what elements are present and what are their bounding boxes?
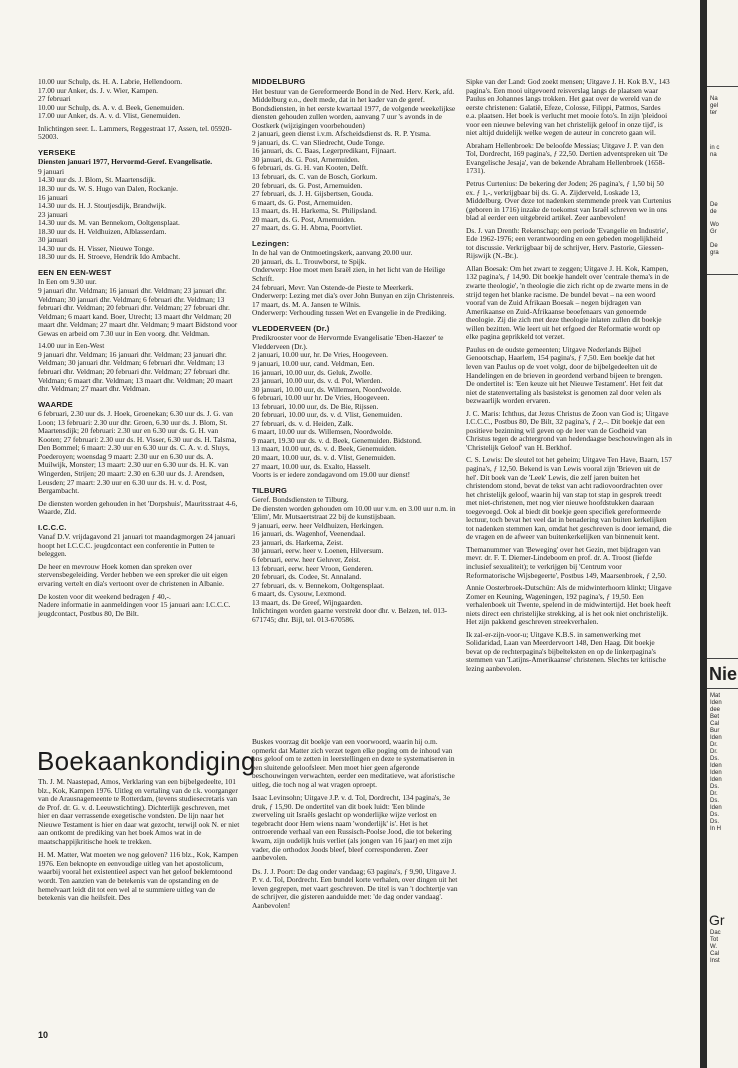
text-fragment: Dr. bbox=[710, 742, 718, 748]
schedule-line: 18.30 uur ds. H. Stroeve, Hendrik Ido Ambacht. bbox=[38, 252, 181, 262]
schedule-line: 18.30 uur ds. W. S. Hugo van Dalen, Rockanje. bbox=[38, 184, 178, 194]
schedule-line: 17.00 uur Anker, ds. A. v. d. Vlist, Genemuiden. bbox=[38, 111, 181, 121]
text-fragment: Ds. bbox=[710, 819, 719, 825]
text-fragment: in c bbox=[710, 145, 720, 151]
schedule-line: 30 januari, eerw. heer v. Loenen, Hilversum. bbox=[252, 546, 384, 556]
section-heading-iccc: I.C.C.C. bbox=[38, 522, 67, 532]
adjacent-page-edge bbox=[707, 0, 738, 1068]
schedule-line: 6 maart, ds. G. Post, Arnemuiden. bbox=[252, 197, 353, 207]
lower-column-2 bbox=[252, 738, 458, 915]
schedule-line: 27 maart, 10.00 uur, ds. Exalto, Hasselt. bbox=[252, 461, 371, 471]
book-title-line: Paulus en de oudste gemeenten; Uitgave Nederlands Bijbel Genootschap, Haarlem, 154 pagina's, ƒ 7,50. bbox=[466, 344, 642, 363]
een-west-paragraph bbox=[38, 342, 238, 393]
lezingen-intro: In de hal van de Ontmoetingskerk, aanvang 20.00 uur. bbox=[252, 248, 413, 258]
lower-column-1 bbox=[38, 778, 242, 908]
book-review bbox=[38, 851, 242, 902]
text-fragment: W. bbox=[710, 944, 717, 950]
een-paragraph bbox=[38, 278, 238, 338]
book-review-text: Dit boekje handelt over 'centrale thema's in de zwarte theologie', 'n theologie die zich richt op de zwarte mens in de strijd tegen het blanke racisme. De bundel bevat – na een woord vooraf van de Zuid Afrikaan Boesak – negen bijdragen van Amerikaanse en Zuid-Afrikaanse beoefenaars van genoemde theologie. Zij die zich met deze theologie inlaten zullen dit boekje willen bezitten. Wie leert uit het erfgoed der Reformatie wordt op elke pagina geprikkeld tot verzet. bbox=[466, 272, 670, 342]
schedule-line: 9 januari, 10.00 uur, cand. Veldman, Een. bbox=[252, 358, 375, 368]
column-1 bbox=[38, 78, 238, 622]
waarde-location: De diensten worden gehouden in het 'Dorpshuis', Mauritsstraat 4-6, Waarde, Zld. bbox=[38, 498, 238, 517]
book-title-line: C. S. Lewis: De sleutel tot het geheim; Uitgave Ten Have, Baarn, 157 pagina's, ƒ 12,50. bbox=[466, 455, 672, 473]
schedule-line: 30 januari bbox=[38, 235, 68, 245]
section-heading-een: EEN EN EEN-WEST bbox=[38, 267, 112, 277]
book-review bbox=[252, 868, 458, 911]
schedule-line: 14.30 uur ds. M. van Bennekom, Ooltgensplaat. bbox=[38, 218, 180, 228]
text-fragment: Iden bbox=[710, 770, 722, 776]
text-fragment: Bet bbox=[710, 714, 720, 720]
page-number: 10 bbox=[38, 1030, 49, 1040]
schedule-line: 20 maart, 10.00 uur, ds. v. d. Vlist, Genemuiden. bbox=[252, 452, 396, 462]
schedule-line: 13 februari, eerw. heer Vroon, Genderen. bbox=[252, 563, 374, 573]
een-schedule: 9 januari dhr. Veldman; 16 januari dhr. Veldman; 23 januari dhr. Veldman; 30 januari dhr. Veldman; 6 februari dhr. Veldman; 13 februari dhr. Veldman; 20 februari dhr. Veldman; 27 februari dhr. Veldman; 6 maart kand. Boer, Utrecht; 13 maart dhr Veldman; 20 maart dhr. Veldman; 27 maart dhr. Veldman; 9 maart Bidstond voor Gewas en arbeid om 7.30 uur in Een voorg. dhr. Veldman. bbox=[38, 286, 238, 338]
schedule-line: 27 februari, ds. J. H. Gijsbertsen, Gouda. bbox=[252, 189, 374, 199]
column-2 bbox=[252, 78, 458, 628]
tilburg-intro: Geref. Bondsdiensten te Tilburg. bbox=[252, 495, 349, 505]
section-heading-tilburg: TILBURG bbox=[252, 485, 288, 495]
text-fragment: In H bbox=[710, 826, 722, 832]
book-review-text: De ondertitel van dit boek luidt: 'Een blinde zwerveling uit Israëls geslacht op wonderlijke wijze verlost en tegebracht door Hem wiens naam 'wonderlijk' is'. Het is het ontroerende verhaal van een Russisch-Poolse Jood, die tot bekering kwam, zijn oudelijk huis verliet (als jongen van 16 jaar) en met zijn vader, die orthodox Joods bleef, bleef corresponderen. Zeer aanbevolen. bbox=[252, 801, 453, 863]
tilburg-location: De diensten worden gehouden om 10.00 uur v.m. en 3.00 uur n.m. in 'Elim', Mr. Mutsaertstraat 22 bij de kunstijsbaan. bbox=[252, 503, 456, 522]
yerseke-schedule bbox=[38, 168, 238, 262]
book-review-text: Een bundel korte verhalen, over dingen uit het leven gegrepen, met vaart geschreven. De titel is van 't dochtertje van de schrijver, die gisteren aanduidde met: 'de dag onder vandaag'. Aanbevolen! bbox=[252, 875, 458, 910]
schedule-line: 16 januari bbox=[38, 192, 68, 202]
text-fragment: gel bbox=[710, 103, 719, 109]
heading-fragment: Nie bbox=[709, 664, 738, 684]
text-fragment: ter bbox=[710, 110, 718, 116]
text-fragment: Gr bbox=[710, 229, 717, 235]
text-fragment: na bbox=[710, 152, 717, 158]
text-fragment: De bbox=[710, 243, 718, 249]
text-fragment: Tot bbox=[710, 937, 719, 943]
schedule-line: 14.30 uur ds. J. Blom, St. Maartensdijk. bbox=[38, 175, 156, 185]
iccc-paragraph: De heer en mevrouw Hoek komen dan spreken over stervensbegeleiding. Verder hebben we een spreker die uit eigen ervaring vertelt en dia's vertoont over de christenen in Albanie. bbox=[38, 561, 228, 588]
book-title-line: Th. J. M. Naastepad, Amos, Verklaring van een bijbelgedeelte, 101 blz., Kok, Kampen 1976. bbox=[38, 777, 236, 795]
book-review-text: Een beknopte en eenvoudige uitleg van het apostolicum, waarbij vooral het existentieel aspect van het geloof beklemtoond wordt. Ten aanzien van de betekenis van de opstanding en de hemelvaart leidt dit tot een wel al te summiere uitleg van de betekenis van die heilsfeit. Des bbox=[38, 858, 233, 903]
schedule-line: 2 januari, geen dienst i.v.m. Afscheidsdienst ds. R. P. Ytsma. bbox=[252, 129, 431, 139]
book-review-text: Uitleg en vertaling van de r.k. voorganger van de Arausnagemeente te Rotterdam, (tevens studiesecretaris van de Prof. dr. G. v. d. Leeuwstichting). Dichterlijk geschreven, met hier en daar verrassende exegetische vondsten. De lijn naar het Nieuwe Testament is hier en daar wat gezocht, terwijl ook N. er niet aan ontkomt de prediking van het boek Amos wat in de maatschappijkritische hoek te trekken. bbox=[38, 785, 240, 846]
een-west-schedule: 9 januari dhr. Veldman; 16 januari dhr. Veldman; 23 januari dhr. Veldman; 30 januari dhr. Veldman; 6 februari dhr. Veldman; 13 februari dhr. Veldman; 20 februari dhr. Veldman; 27 februari dhr. Veldman; 6 maart dhr. Veldman; 13 maart dhr. Veldman; 20 maart dhr. Veldman; 27 maart dhr. Veldman. bbox=[38, 349, 233, 394]
schedule-line: 24 februari, Mevr. Van Ostende-de Pieste te Meerkerk. bbox=[252, 282, 414, 292]
schedule-line: 13 februari, 10.00 uur, ds. De Bie, Rijssen. bbox=[252, 401, 379, 411]
book-review-text: Een boekje dat het leven van Paulus op de voet volgt, door de bijbelgedeelten uit de Handelingen en de brieven in geordend verband bijeen te brengen. De ondertitel is: 'Een keuze uit het Nieuwe Testament'. Het feit dat niet de statenvertaling als basistekst is genomen zal door velen als bezwaarlijk worden ervaren. bbox=[466, 353, 663, 406]
book-title-line: Abraham Hellenbroek: De beloofde Messias; Uitgave J. P. van den Tol, Dordrecht, 169 pagina's, ƒ 22,50. bbox=[466, 140, 664, 159]
book-review bbox=[466, 265, 672, 342]
schedule-line: 16 januari, 10.00 uur, ds. Geluk, Zwolle. bbox=[252, 367, 372, 377]
book-review-text: Dit boekje bevat op de rechterpagina's bijbelteksten en op de linkerpagina's stemmen van 'Latijns-Amerikaanse' christenen. Slechts ter kritische lezing aanbevolen. bbox=[466, 638, 666, 673]
book-review: Ds. J. van Drenth: Rekenschap; een periode 'Evangelie en Industrie', Ede 1962-1976; een verantwoording en een gebeden mogelijkheid tot discussie. Verkrijgbaar bij de schrijver, Herv. Pastorie, Giessen-Rijswijk (N.-Br.). bbox=[466, 225, 669, 261]
schedule-line: 9 maart, 19.30 uur ds. v. d. Beek, Genemuiden. Bidstond. bbox=[252, 435, 422, 445]
schedule-line: 6 februari, ds. G. H. van Kooten, Delft. bbox=[252, 163, 368, 173]
schedule-line: 6 maart, 10.00 uur ds. Willemsen, Noordwolde. bbox=[252, 427, 393, 437]
book-review bbox=[38, 778, 242, 846]
iccc-paragraph: Vanaf D.V. vrijdagavond 21 januari tot maandagmorgen 24 januari hoopt het I.C.C.C. jeugdcontact een conferentie in Putten te beleggen. bbox=[38, 532, 236, 559]
waarde-paragraph: 6 februari, 2.30 uur ds. J. Hoek, Groenekan; 6.30 uur ds. J. G. van Loon; 13 februari: 2.30 uur dhr. Groen, 6.30 uur ds. J. Blom, St. Maartensdijk; 20 februari: 2.30 uur en 6.30 uur ds. G. H. van Kooten; 27 februari: 2.30 uur ds. H. Visser, 6.30 uur ds. H. Talsma, Den Bommel; 6 maart: 2.30 uur en 6.30 uur ds. C. A. v. d. Sluys, Poederoyen; woensdag 9 maart: 2.30 uur en 6.30 uur ds. A. Muilwijk, Monster; 13 maart: 2.30 uur en 6.30 uur ds. H. K. van Wingerden, Strijen; 20 maart: 2.30 en 6.30 uur ds. J. Arendsen, Leusden; 27 maart: 2.30 uur en 6.30 uur ds. H. v. d. Post, Bergambacht. bbox=[38, 409, 237, 496]
schedule-line: 20 februari, 10.00 uur, ds. v. d. Vlist, Genemuiden. bbox=[252, 410, 403, 420]
book-title-line: H. M. Matter, Wat moeten we nog geloven? 116 blz., Kok, Kampen 1976. bbox=[38, 850, 239, 868]
book-review-text: Een mooi uitgevoerd reisverslag langs de plaatsen waar Paulus en Johannes langs trokken. Het gaat over de wereld van de eerste christenen: Galatië, Efeze, Colosse, Filippi, Patmos, Sardes e.a. plaatsen. Het boek is verlucht met mooie foto's. In zijn 'pleidooi voor een nieuwe beleving van het christelijk geloof in onze tijd', is niet altijd duidelijk welke wegen de auteur in concreto gaan wil. bbox=[466, 85, 668, 138]
text-fragment: Inst bbox=[710, 958, 720, 964]
book-review: Themanummer van 'Beweging' over het Gezin, met bijdragen van mevr. dr. F. T. Diemer-Lindeboom en prof. dr. A. Troost (liefde inclusief sexualiteit); te verkrijgen bij 'Centrum voor Reformatorische Wijsbegeerte', Postbus 149, Maarsenbroek, ƒ 2,50. bbox=[466, 544, 667, 580]
schedule-line: 20 maart, ds. G. Post, Arnemuiden. bbox=[252, 214, 356, 224]
schedule-line: 23 januari, 10.00 uur, ds. v. d. Pol, Wierden. bbox=[252, 376, 383, 386]
schedule-line: 30 januari, ds. G. Post, Arnemuiden. bbox=[252, 154, 360, 164]
book-title-line: Isaac Levinsohn; Uitgave J.P. v. d. Tol, Dordrecht, 134 pagina's, 3e druk, ƒ 15,90. bbox=[252, 793, 450, 811]
schedule-line: 30 januari, 10.00 uur, ds. Willemsen, Noordwolde. bbox=[252, 384, 402, 394]
section-heading-lezingen: Lezingen: bbox=[252, 238, 290, 248]
rule-divider bbox=[707, 274, 738, 275]
text-fragment: Ds. bbox=[710, 756, 719, 762]
schedule-line: 6 februari, 10.00 uur hr. De Vries, Hoogeveen. bbox=[252, 393, 390, 403]
text-fragment: Wo bbox=[710, 222, 719, 228]
text-fragment: de bbox=[710, 209, 717, 215]
schedule-line: Onderwerp: Hoe moet men Israël zien, in het licht van de Heilige Schrift. bbox=[252, 265, 446, 284]
intro-schedule bbox=[38, 78, 238, 121]
schedule-line: 16 januari, ds. Wagenhof, Veenendaal. bbox=[252, 529, 366, 539]
book-review-text: Een verhalenboek uit Twente, spelend in de midwintertijd. Het boek heeft niets direct een christelijke strekking, al is het ook niet onchristelijk. Het zijn pakkend geschreven streekverhalen. bbox=[466, 591, 671, 627]
schedule-line: 9 januari bbox=[38, 166, 65, 176]
column-3 bbox=[466, 78, 672, 678]
section-heading-vledderveen: VLEDDERVEEN (Dr.) bbox=[252, 323, 330, 333]
schedule-line: 20 februari, ds. Codee, St. Annaland. bbox=[252, 572, 362, 582]
text-fragment: Iden bbox=[710, 700, 722, 706]
rule-divider bbox=[707, 86, 738, 87]
schedule-line: 10.00 uur Schulp, ds. H. A. Labrie, Hellendoorn. bbox=[38, 77, 183, 86]
rule-divider bbox=[707, 688, 738, 689]
iccc-info: Nadere informatie in aanmeldingen voor 15 januari aan: I.C.C.C. jeugdcontact, Postbus 80, De Bilt. bbox=[38, 600, 231, 618]
book-review-text: Dertien adventspreken uit 'De Evangelische Jesaja', van de bekende Abraham Hellenbroek (1658-1731). bbox=[466, 149, 668, 176]
text-fragment: Cal bbox=[710, 721, 720, 727]
book-review bbox=[252, 794, 458, 862]
text-fragment: Dac bbox=[710, 930, 721, 936]
book-title-line: J. C. Maris: Ichthus, dat Jezus Christus de Zoon van God is; Uitgave I.C.C.C., Postbus 80, De Bilt, 32 pagina's, ƒ 2,–. bbox=[466, 408, 669, 427]
schedule-line: 27 februari, ds. v. d. Heiden, Zalk. bbox=[252, 418, 354, 428]
middelburg-text: Het bestuur van de Gereformeerde Bond in de Ned. Herv. Kerk, afd. Middelburg e.o., deelt mede, dat in het kader van de geref. Bondsdiensten, in het eerste kwartaal 1977, de volgende weekelijkse diensten gehouden zullen worden, aanvang 7 uur 's avonds in de Oostkerk (wijzigingen voorbehouden) bbox=[252, 86, 456, 130]
schedule-line: Onderwerp: Verhouding tussen Wet en Evangelie in de Prediking. bbox=[252, 308, 447, 318]
schedule-line: 27 februari, ds. v. Bennekom, Ooltgensplaat. bbox=[252, 580, 385, 590]
een-intro: In Een om 9.30 uur. bbox=[38, 277, 97, 287]
schedule-line: 27 maart, ds. G. H. Abma, Poortvliet. bbox=[252, 223, 363, 233]
schedule-line: 9 januari, ds. C. van Sliedrecht, Oude Tonge. bbox=[252, 137, 385, 147]
schedule-line: 23 januari bbox=[38, 209, 68, 219]
book-review-text: Dit boekje dat een positieve bezinning wil geven op de leer van de Godheid van Christus tegen de achtergrond van hedendaagse beschouwingen als in 'Christelijk Geloof' van H. Berkhof. bbox=[466, 417, 672, 452]
book-title-line: Annie Oosterbroek-Dutschün: Als de midwinterhoorn klinkt; Uitgave Zomer en Keuning, Wageningen, 192 pagina's, ƒ 19,50. bbox=[466, 583, 672, 601]
book-review: Petrus Curtenius: De bekering der Joden; 26 pagina's, ƒ 1,50 bij 50 ex. ƒ 1,-, verkrijgbaar bij ds. G. A. Zijderveld, Loskade 13, Middelburg. Over deze tot nadenken stemmende preek van Curtenius (geboren in 1716) inzake de toekomst van Israël schreven we in ons blad al eerder een uitgebreid artikel. Zeer aanbevolen! bbox=[466, 179, 672, 223]
book-review bbox=[466, 456, 672, 541]
text-fragment: Bur bbox=[710, 728, 720, 734]
text-fragment: Ds. bbox=[710, 784, 719, 790]
text-fragment: Iden bbox=[710, 777, 722, 783]
book-review bbox=[466, 584, 672, 627]
text-fragment: dee bbox=[710, 707, 721, 713]
section-heading-waarde: WAARDE bbox=[38, 399, 73, 409]
book-review bbox=[466, 346, 672, 406]
schedule-line: 20 januari, ds. L. Trouwborst, te Spijk. bbox=[252, 256, 367, 266]
book-title-line: Ik zal-er-zijn-voor-u; Uitgave K.B.S. in samenwerking met Solidaridad, Laan van Meerdervoort 148, Den Haag. bbox=[466, 629, 641, 648]
text-fragment: Ds. bbox=[710, 798, 719, 804]
iccc-paragraph bbox=[38, 593, 238, 619]
text-fragment: Dr. bbox=[710, 791, 718, 797]
section-heading-yerseke: YERSEKE bbox=[38, 147, 76, 157]
schedule-line: 9 januari, eerw. heer Veldhuizen, Herkingen. bbox=[252, 520, 384, 530]
section-headline: Boekaankondiging bbox=[37, 746, 256, 776]
text-fragment: Iden bbox=[710, 805, 722, 811]
schedule-line: Onderwerp: Lezing met dia's over John Bunyan en zijn Christenreis. bbox=[252, 291, 455, 301]
text-fragment: Ds. bbox=[710, 812, 719, 818]
schedule-line: 10.00 uur Schulp, ds. A. v. d. Beek, Genemuiden. bbox=[38, 102, 185, 112]
schedule-line: 20 februari, ds. G. Post, Arnemuiden. bbox=[252, 180, 363, 190]
schedule-line: 17 maart, ds. M. A. Jansen te Wilnis. bbox=[252, 299, 361, 309]
book-title-line: Sipke van der Land: God zoekt mensen; Uitgave J. H. Kok B.V., 143 pagina's. bbox=[466, 77, 670, 95]
schedule-line: 13 maart, 10.00 uur, ds. v. d. Beek, Genemuiden. bbox=[252, 444, 397, 454]
rule-divider bbox=[707, 658, 738, 659]
text-fragment: Na bbox=[710, 96, 718, 102]
text-fragment: Mat bbox=[710, 693, 721, 699]
schedule-line: 2 januari, 10.00 uur, hr. De Vries, Hoogeveen. bbox=[252, 350, 389, 360]
text-fragment: Iden bbox=[710, 763, 722, 769]
schedule-line: 14.30 uur ds. H. J. Stoutjesdijk, Brandwijk. bbox=[38, 201, 167, 211]
schedule-line: 16 januari, ds. C. Baas, Legerpredikant, Fijnaart. bbox=[252, 146, 397, 156]
book-title-line: Ds. J. J. Poort: De dag onder vandaag; 63 pagina's, ƒ 9,90, Uitgave J. P. v. d. Tol, Dordrecht. bbox=[252, 866, 457, 885]
schedule-line: 18.30 uur ds. H. Veldhuizen, Alblasserdam. bbox=[38, 226, 167, 236]
info-paragraph: Inlichtingen seer. L. Lammers, Reggestraat 17, Assen, tel. 05920-52003. bbox=[38, 123, 232, 142]
een-west-intro: 14.00 uur in Een-West bbox=[38, 341, 105, 351]
book-review bbox=[466, 631, 672, 674]
book-title-line: Allan Boesak: Om het zwart te zeggen; Uitgave J. H. Kok, Kampen, 132 pagina's, ƒ 14,90. bbox=[466, 263, 669, 282]
vledderveen-intro: Predikrooster voor de Hervormde Evangelisatie 'Eben-Haezer' te Vledderveen (Dr.). bbox=[252, 333, 444, 351]
book-review bbox=[466, 142, 672, 176]
text-fragment: gra bbox=[710, 250, 719, 256]
schedule-line: Voorts is er iedere zondagavond om 19.00 uur dienst! bbox=[252, 470, 411, 480]
schedule-line: 13 maart, ds. H. Harkema, St. Philipsland. bbox=[252, 206, 377, 216]
yerseke-subtitle: Diensten januari 1977, Hervormd-Geref. Evangelisatie. bbox=[38, 157, 213, 167]
text-fragment: Iden bbox=[710, 735, 722, 741]
schedule-line: 13 maart, ds. De Greef, Wijngaarden. bbox=[252, 597, 363, 607]
middelburg-intro bbox=[252, 88, 458, 233]
text-fragment: De bbox=[710, 202, 718, 208]
schedule-line: 14.30 uur ds. H. Visser, Nieuwe Tonge. bbox=[38, 243, 155, 253]
text-fragment: Dr. bbox=[710, 749, 718, 755]
iccc-cost: De kosten voor dit weekend bedragen ƒ 40,-. bbox=[38, 591, 171, 601]
schedule-line: 13 februari, ds. C. van de Bosch, Gorkum. bbox=[252, 172, 378, 182]
book-review bbox=[466, 410, 672, 453]
schedule-line: 6 februari, eerw. heer Geluver, Zeist. bbox=[252, 554, 361, 564]
book-review-text: Bekend is van Lewis vooral zijn 'Brieven uit de hel'. Dit boek van de 'Leek' Lewis, die zelf jaren buiten het christendom stond, bevat de tekst van acht radiovoordrachten over het christelijk geloof, waarin hij van stap tot stap in gesprek treedt met niet-christenen, met nog vier nieuwe hoofdstukken daaraan toegevoegd. Ook al biedt dit boekje geen specifiek gereformeerde lectuur, toch bevat het veel dat in benadering van buiten kerkelijken tot nadenken stemmen kan, omdat het geschreven is door iemand, die de vragen en de afweer van buitenkerkelijken van binnenuit kent. bbox=[466, 463, 672, 542]
tilburg-paragraph bbox=[252, 496, 458, 624]
lezingen-paragraph bbox=[252, 249, 458, 317]
heading-fragment: Gr bbox=[709, 912, 725, 928]
schedule-line: 27 februari bbox=[38, 94, 71, 104]
vledderveen-paragraph bbox=[252, 334, 458, 479]
schedule-line: 17.00 uur Anker, ds. J. v. Wier, Kampen. bbox=[38, 85, 159, 95]
section-heading-middelburg: MIDDELBURG bbox=[252, 77, 306, 86]
schedule-line: 6 maart, ds. Cysouw, Lexmond. bbox=[252, 589, 346, 599]
schedule-line: 23 januari, ds. Harkema, Zeist. bbox=[252, 537, 344, 547]
text-fragment: Cal bbox=[710, 951, 720, 957]
book-review: Buskes voorzag dit boekje van een voorwoord, waarin hij o.m. opmerkt dat Matter zich verzet tegen elke poging om de inhoud van ons geloof om te zetten in leerstellingen en deze te systematiseren in een sluitende geloofsleer. Men moet hier geen afgeronde beschouwingen verwachten, eerder een meditatieve, wat aforistische uitleg, die toch nog al wat vragen oproept. bbox=[252, 737, 455, 789]
book-review bbox=[466, 78, 672, 138]
schedule-line: Inlichtingen worden gaarne verstrekt door dhr. v. Belzen, tel. 013-671745; dhr. Bijl, tel. 013-670586. bbox=[252, 606, 448, 624]
